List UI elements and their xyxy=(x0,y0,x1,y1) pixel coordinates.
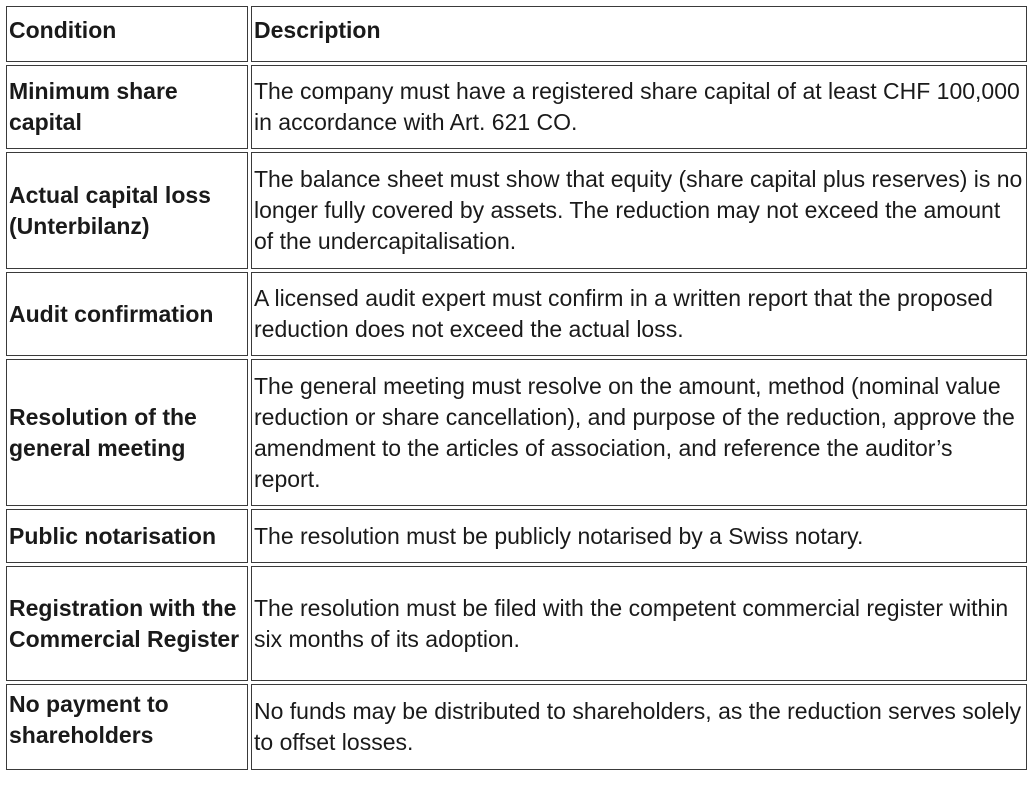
header-condition: Condition xyxy=(6,6,248,62)
description-cell: The general meeting must resolve on the amount, method (nominal value reduction or share cancellation), and purpose of the reduction, approve the amendment to the articles of association, and reference the auditor’s report. xyxy=(251,359,1027,506)
table-row xyxy=(6,272,1027,356)
description-cell: No funds may be distributed to shareholders, as the reduction serves solely to offset losses. xyxy=(251,684,1027,770)
header-description: Description xyxy=(251,6,1027,62)
condition-cell: Audit confirmation xyxy=(6,272,248,356)
condition-cell: Minimum share capital xyxy=(6,65,248,149)
table-row xyxy=(6,359,1027,506)
table-row xyxy=(6,65,1027,149)
condition-cell: Actual capital loss (Unterbilanz) xyxy=(6,152,248,269)
description-cell: The balance sheet must show that equity (share capital plus reserves) is no longer fully covered by assets. The reduction may not exceed the amount of the undercapitalisation. xyxy=(251,152,1027,269)
table-row xyxy=(6,152,1027,269)
table-header-row xyxy=(6,6,1027,62)
description-cell: A licensed audit expert must confirm in a written report that the proposed reduction does not exceed the actual loss. xyxy=(251,272,1027,356)
description-cell: The resolution must be publicly notarised by a Swiss notary. xyxy=(251,509,1027,563)
condition-cell: No payment to shareholders xyxy=(6,684,248,770)
condition-cell: Public notarisation xyxy=(6,509,248,563)
condition-cell: Resolution of the general meeting xyxy=(6,359,248,506)
table-row xyxy=(6,684,1027,770)
conditions-table xyxy=(3,3,1030,773)
description-cell: The company must have a registered share capital of at least CHF 100,000 in accordance with Art. 621 CO. xyxy=(251,65,1027,149)
table-row xyxy=(6,509,1027,563)
description-cell: The resolution must be filed with the competent commercial register within six months of its adoption. xyxy=(251,566,1027,681)
condition-cell: Registration with the Commercial Register xyxy=(6,566,248,681)
table-row xyxy=(6,566,1027,681)
